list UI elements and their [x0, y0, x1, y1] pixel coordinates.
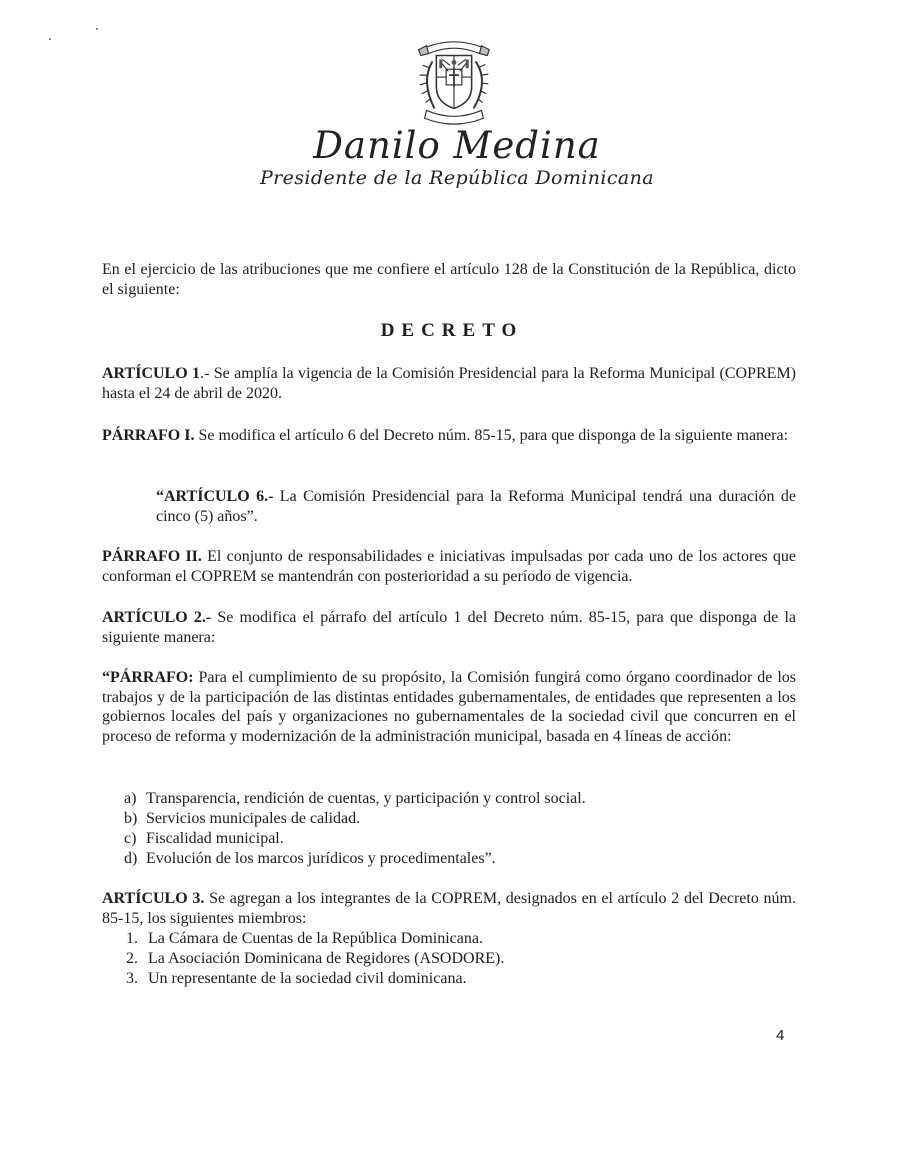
article-label: ARTÍCULO 1 — [102, 365, 201, 382]
article-2 — [102, 608, 796, 647]
article-text: .- Se amplía la vigencia de la Comisión Presidencial para la Reforma Municipal (COPREM) hasta el 24 de abril de 2020. — [102, 365, 796, 402]
article-label: ARTÍCULO 2.- — [102, 609, 212, 626]
list-marker: 3. — [126, 970, 138, 987]
list-text: La Asociación Dominicana de Regidores (ASODORE). — [148, 950, 505, 967]
scan-speck — [49, 38, 51, 40]
list-text: Servicios municipales de calidad. — [146, 810, 361, 827]
paragraph-label: PÁRRAFO I. — [102, 427, 195, 444]
decree-title: DECRETO — [380, 320, 524, 341]
list-text: Transparencia, rendición de cuentas, y participación y control social. — [146, 790, 586, 807]
quoted-paragraph — [102, 668, 796, 746]
page-number: 4 — [776, 1027, 785, 1044]
list-item — [126, 949, 504, 969]
list-item — [124, 849, 496, 869]
list-text: Evolución de los marcos jurídicos y procedimentales”. — [146, 850, 496, 867]
quoted-article-text: La Comisión Presidencial para la Reforma Municipal tendrá una duración de cinco (5) años”. — [156, 488, 797, 525]
article-text: Se modifica el párrafo del artículo 1 del Decreto núm. 85-15, para que disponga de la siguiente manera: — [102, 609, 797, 646]
list-item — [126, 969, 467, 989]
president-office-script: Presidente de la República Dominicana — [259, 167, 655, 189]
list-marker: d) — [124, 850, 138, 867]
list-marker: a) — [124, 790, 137, 807]
list-marker: 2. — [126, 950, 138, 967]
article-label: ARTÍCULO 3. — [102, 890, 205, 907]
list-item — [124, 789, 586, 809]
list-item — [124, 809, 360, 829]
scan-speck — [96, 28, 98, 30]
quoted-paragraph-label: “PÁRRAFO: — [102, 669, 194, 686]
list-marker: b) — [124, 810, 138, 827]
list-item — [126, 929, 483, 949]
intro-paragraph: En el ejercicio de las atribuciones que me confiere el artículo 128 de la Constitución de la República, dicto el siguiente: — [102, 261, 796, 298]
article-1 — [102, 364, 796, 403]
paragraph-2 — [102, 547, 796, 586]
quoted-paragraph-text: Para el cumplimiento de su propósito, la Comisión fungirá como órgano coordinador de los trabajos y de la participación de las distintas entidades gubernamentales, de entidades que representen a los gobiernos locales del país y organizaciones no gubernamentales de la sociedad civil que concurren en el proceso de reforma y modernización de la administración municipal, basada en 4 líneas de acción: — [102, 669, 796, 745]
list-marker: c) — [124, 830, 137, 847]
paragraph-1 — [102, 426, 796, 446]
paragraph-text: El conjunto de responsabilidades e iniciativas impulsadas por cada uno de los actores que conforman el COPREM se mantendrán con posterioridad a su período de vigencia. — [102, 548, 796, 585]
article-3 — [102, 889, 796, 928]
quoted-article-6 — [156, 487, 796, 526]
quoted-article-label: “ARTÍCULO 6.- — [156, 488, 274, 505]
paragraph-text: Se modifica el artículo 6 del Decreto núm. 85-15, para que disponga de la siguiente manera: — [194, 427, 789, 444]
list-marker: 1. — [126, 930, 138, 947]
paragraph-label: PÁRRAFO II. — [102, 548, 202, 565]
list-item — [124, 829, 284, 849]
president-name-script: Danilo Medina — [313, 124, 601, 167]
list-text: La Cámara de Cuentas de la República Dominicana. — [148, 930, 483, 947]
list-text: Un representante de la sociedad civil dominicana. — [148, 970, 467, 987]
list-text: Fiscalidad municipal. — [146, 830, 284, 847]
article-text: Se agregan a los integrantes de la COPREM, designados en el artículo 2 del Decreto núm. 85-15, los siguientes miembros: — [102, 890, 797, 927]
coat-of-arms-seal — [405, 32, 503, 130]
